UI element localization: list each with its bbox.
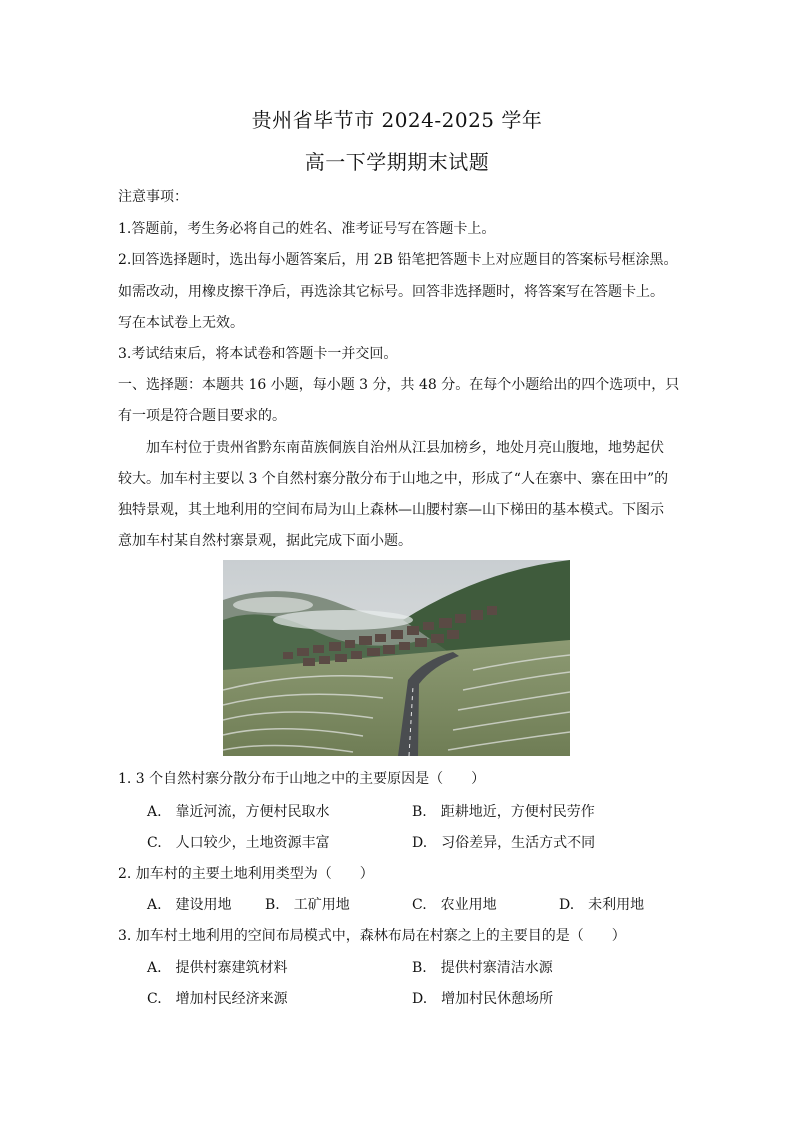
exam-title-line2: 高一下学期期末试题 [304,150,490,174]
notes-item-2-line2: 如需改动，用橡皮擦干净后，再选涂其它标号。回答非选择题时，将答案写在答题卡上。 [118,284,664,300]
question-2-stem: 2. 加车村的主要土地利用类型为（ ） [118,866,374,882]
section-instruction-line1: 一、选择题：本题共 16 小题，每小题 3 分，共 48 分。在每个小题给出的四个选项中，只 [118,377,680,393]
notes-item-2-line1: 2.回答选择题时，选出每小题答案后，用 2B 铅笔把答题卡上对应题目的答案标号框涂黑。 [118,252,678,268]
question-2-option-b: B. 工矿用地 [265,897,350,913]
notes-item-2-line3: 写在本试卷上无效。 [118,315,244,331]
question-3-option-c: C. 增加村民经济来源 [147,991,288,1007]
notes-item-1: 1.答题前，考生务必将自己的姓名、准考证号写在答题卡上。 [118,221,496,237]
question-2-option-d: D. 未利用地 [559,897,645,913]
question-1-stem: 1. 3 个自然村寨分散分布于山地之中的主要原因是（ ） [118,771,486,787]
question-1-option-a: A. 靠近河流，方便村民取水 [147,804,330,820]
question-3-option-d: D. 增加村民休憩场所 [412,991,554,1007]
notes-heading: 注意事项： [118,189,188,205]
question-3-option-b: B. 提供村寨清洁水源 [412,960,553,976]
question-1-option-b: B. 距耕地近，方便村民劳作 [412,804,595,820]
passage-line3: 独特景观，其土地利用的空间布局为山上森林—山腰村寨—山下梯田的基本模式。下图示 [118,502,664,518]
question-3-option-a: A. 提供村寨建筑材料 [147,960,288,976]
question-1-option-d: D. 习俗差异，生活方式不同 [412,835,596,851]
passage-line1: 加车村位于贵州省黔东南苗族侗族自治州从江县加榜乡，地处月亮山腹地，地势起伏 [146,440,664,456]
village-terrace-photo [223,560,570,756]
notes-item-3: 3.考试结束后，将本试卷和答题卡一并交回。 [118,346,398,362]
question-2-option-c: C. 农业用地 [412,897,497,913]
section-instruction-line2: 有一项是符合题目要求的。 [118,408,286,424]
exam-title-line1: 贵州省毕节市 2024-2025 学年 [251,108,543,132]
question-2-option-a: A. 建设用地 [147,897,232,913]
passage-line2: 较大。加车村主要以 3 个自然村寨分散分布于山地之中，形成了“人在寨中、寨在田中”的 [118,471,669,487]
question-3-stem: 3. 加车村土地利用的空间布局模式中，森林布局在村寨之上的主要目的是（ ） [118,928,626,944]
passage-line4: 意加车村某自然村寨景观，据此完成下面小题。 [118,533,412,549]
question-1-option-c: C. 人口较少，土地资源丰富 [147,835,330,851]
